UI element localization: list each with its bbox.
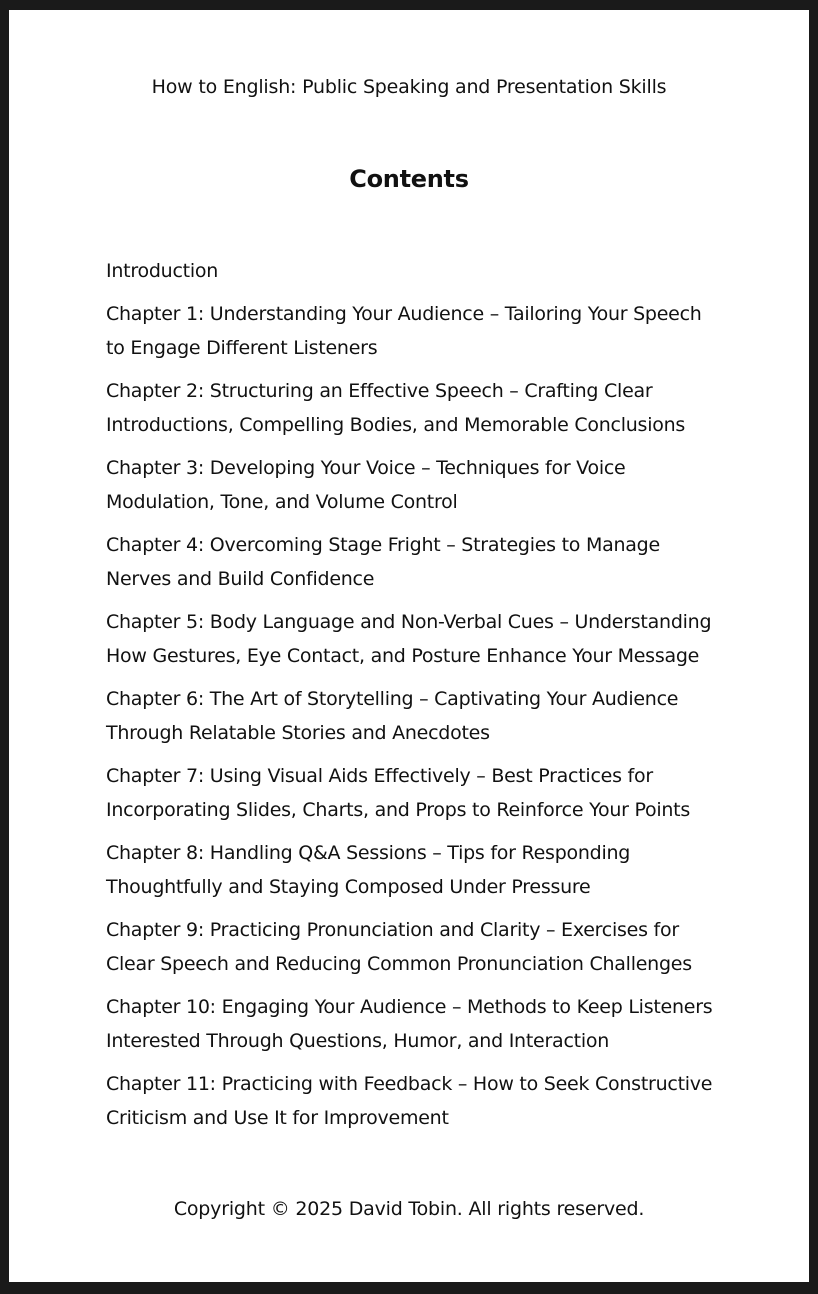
toc-entry-chapter-3: Chapter 3: Developing Your Voice – Techniques for Voice Modulation, Tone, and Volume Control	[106, 457, 626, 513]
toc-entry-chapter-8: Chapter 8: Handling Q&A Sessions – Tips for Responding Thoughtfully and Staying Composed Under Pressure	[106, 842, 631, 898]
toc-entry-chapter-5: Chapter 5: Body Language and Non-Verbal Cues – Understanding How Gestures, Eye Contact, and Posture Enhance Your Message	[106, 611, 712, 667]
toc-entry-chapter-6: Chapter 6: The Art of Storytelling – Captivating Your Audience Through Relatable Stories and Anecdotes	[106, 688, 679, 744]
contents-heading: Contents	[349, 165, 469, 193]
copyright-notice: Copyright © 2025 David Tobin. All rights reserved.	[173, 1198, 645, 1220]
book-title: How to English: Public Speaking and Presentation Skills	[151, 76, 667, 98]
document-page	[9, 10, 809, 1282]
toc-entry-chapter-1: Chapter 1: Understanding Your Audience – Tailoring Your Speech to Engage Different Listeners	[106, 303, 702, 359]
toc-entry-chapter-2: Chapter 2: Structuring an Effective Speech – Crafting Clear Introductions, Compelling Bodies, and Memorable Conclusions	[106, 380, 686, 436]
toc-entry-chapter-4: Chapter 4: Overcoming Stage Fright – Strategies to Manage Nerves and Build Confidence	[106, 534, 660, 590]
toc-entry-chapter-9: Chapter 9: Practicing Pronunciation and Clarity – Exercises for Clear Speech and Reducing Common Pronunciation Challenges	[106, 919, 692, 975]
toc-entry-chapter-11: Chapter 11: Practicing with Feedback – How to Seek Constructive Criticism and Use It for Improvement	[106, 1073, 713, 1129]
table-of-contents	[106, 254, 716, 1144]
toc-entry-chapter-10: Chapter 10: Engaging Your Audience – Methods to Keep Listeners Interested Through Questions, Humor, and Interaction	[106, 996, 713, 1052]
toc-entry-introduction: Introduction	[106, 260, 219, 282]
toc-entry-chapter-7: Chapter 7: Using Visual Aids Effectively – Best Practices for Incorporating Slides, Charts, and Props to Reinforce Your Points	[106, 765, 691, 821]
